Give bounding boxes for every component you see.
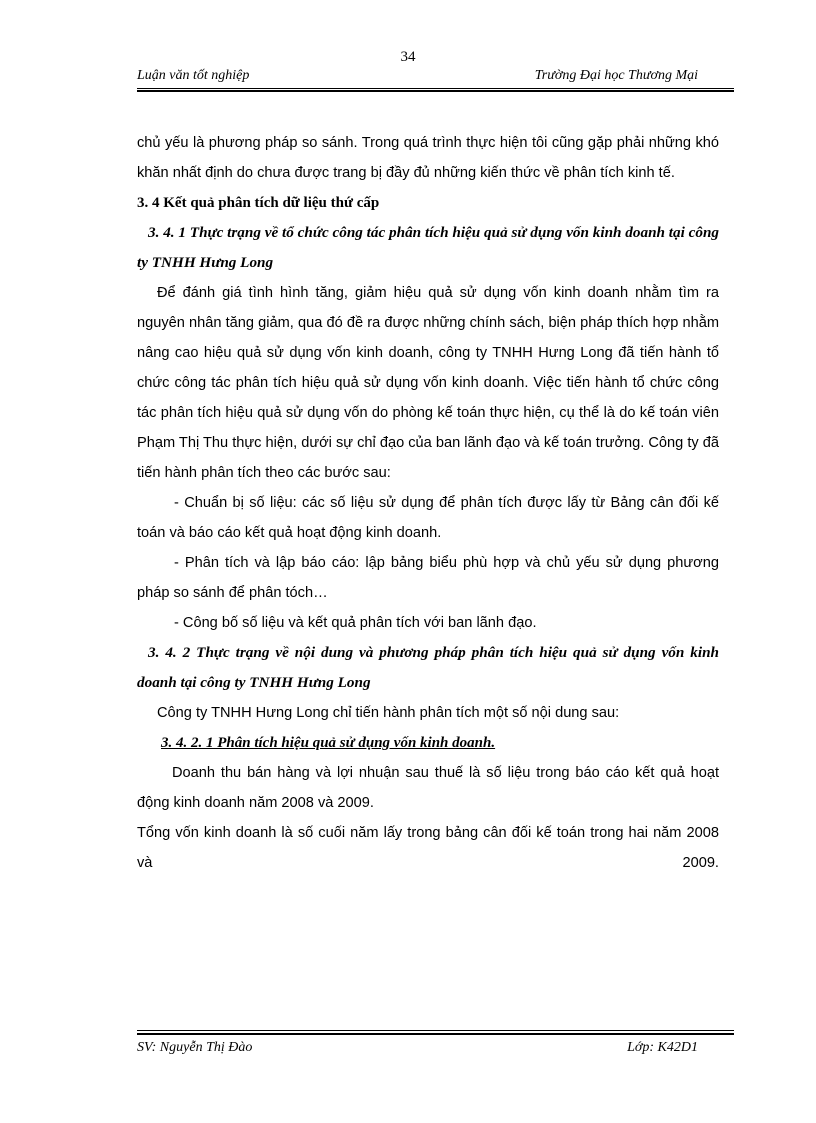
paragraph-revenue-profit: Doanh thu bán hàng và lợi nhuận sau thuế là số liệu trong báo cáo kết quả hoạt động kinh doanh năm 2008 và 2009. (137, 765, 719, 811)
section-heading-3-4: 3. 4 Kết quả phân tích dữ liệu thứ cấp (137, 195, 380, 211)
footer-student-name: SV: Nguyễn Thị Đào (137, 1040, 253, 1055)
bullet-analyze-report: - Phân tích và lập báo cáo: lập bảng biểu phù hợp và chủ yếu sử dụng phương pháp so sánh để phân tóch… (137, 555, 719, 601)
document-body (137, 128, 719, 878)
paragraph-total-capital: Tổng vốn kinh doanh là số cuối năm lấy trong bảng cân đối kế toán trong hai năm 2008 và 2009. (137, 825, 719, 871)
header-rule-thick (137, 90, 734, 92)
footer-rule-thin (137, 1030, 734, 1031)
page-number: 34 (400, 49, 416, 65)
bullet-prepare-data: - Chuẩn bị số liệu: các số liệu sử dụng để phân tích được lấy từ Bảng cân đối kế toán và báo cáo kết quả hoạt động kinh doanh. (137, 495, 719, 541)
section-heading-3-4-2-1-text: 3. 4. 2. 1 Phân tích hiệu quả sử dụng vốn kinh doanh. (161, 735, 496, 751)
page-header (137, 66, 734, 88)
header-thesis-label: Luận văn tốt nghiệp (137, 68, 250, 83)
section-heading-3-4-2-1 (137, 728, 719, 758)
bullet-publish-results: - Công bố số liệu và kết quả phân tích với ban lãnh đạo. (174, 615, 537, 631)
paragraph-intro: chủ yếu là phương pháp so sánh. Trong quá trình thực hiện tôi cũng gặp phải những khó khăn nhất định do chưa được trang bị đầy đủ những kiến thức về phân tích kinh tế. (137, 135, 719, 181)
paragraph-analysis-organization: Để đánh giá tình hình tăng, giảm hiệu quả sử dụng vốn kinh doanh nhằm tìm ra nguyên nhân tăng giảm, qua đó đề ra được những chính sách, biện pháp thích hợp nhằm nâng cao hiệu quả sử dụng vốn kinh doanh, công ty TNHH Hưng Long đã tiến hành tổ chức công tác phân tích hiệu quả sử dụng vốn kinh doanh. Việc tiến hành tổ chức công tác phân tích hiệu quả sử dụng vốn do phòng kế toán thực hiện, cụ thể là do kế toán viên Phạm Thị Thu thực hiện, dưới sự chỉ đạo của ban lãnh đạo và kế toán trưởng. Công ty đã tiến hành phân tích theo các bước sau: (137, 285, 719, 481)
footer-rule-thick (137, 1033, 734, 1035)
footer-class-code: Lớp: K42D1 (627, 1040, 698, 1055)
section-heading-3-4-1: 3. 4. 1 Thực trạng về tổ chức công tác phân tích hiệu quả sử dụng vốn kinh doanh tại công ty TNHH Hưng Long (137, 224, 719, 271)
header-university-label: Trường Đại học Thương Mại (534, 68, 698, 83)
section-heading-3-4-2: 3. 4. 2 Thực trạng về nội dung và phương pháp phân tích hiệu quả sử dụng vốn kinh doanh tại công ty TNHH Hưng Long (137, 644, 719, 691)
paragraph-contents: Công ty TNHH Hưng Long chỉ tiến hành phân tích một số nội dung sau: (157, 705, 620, 721)
header-rule-thin (137, 88, 734, 89)
